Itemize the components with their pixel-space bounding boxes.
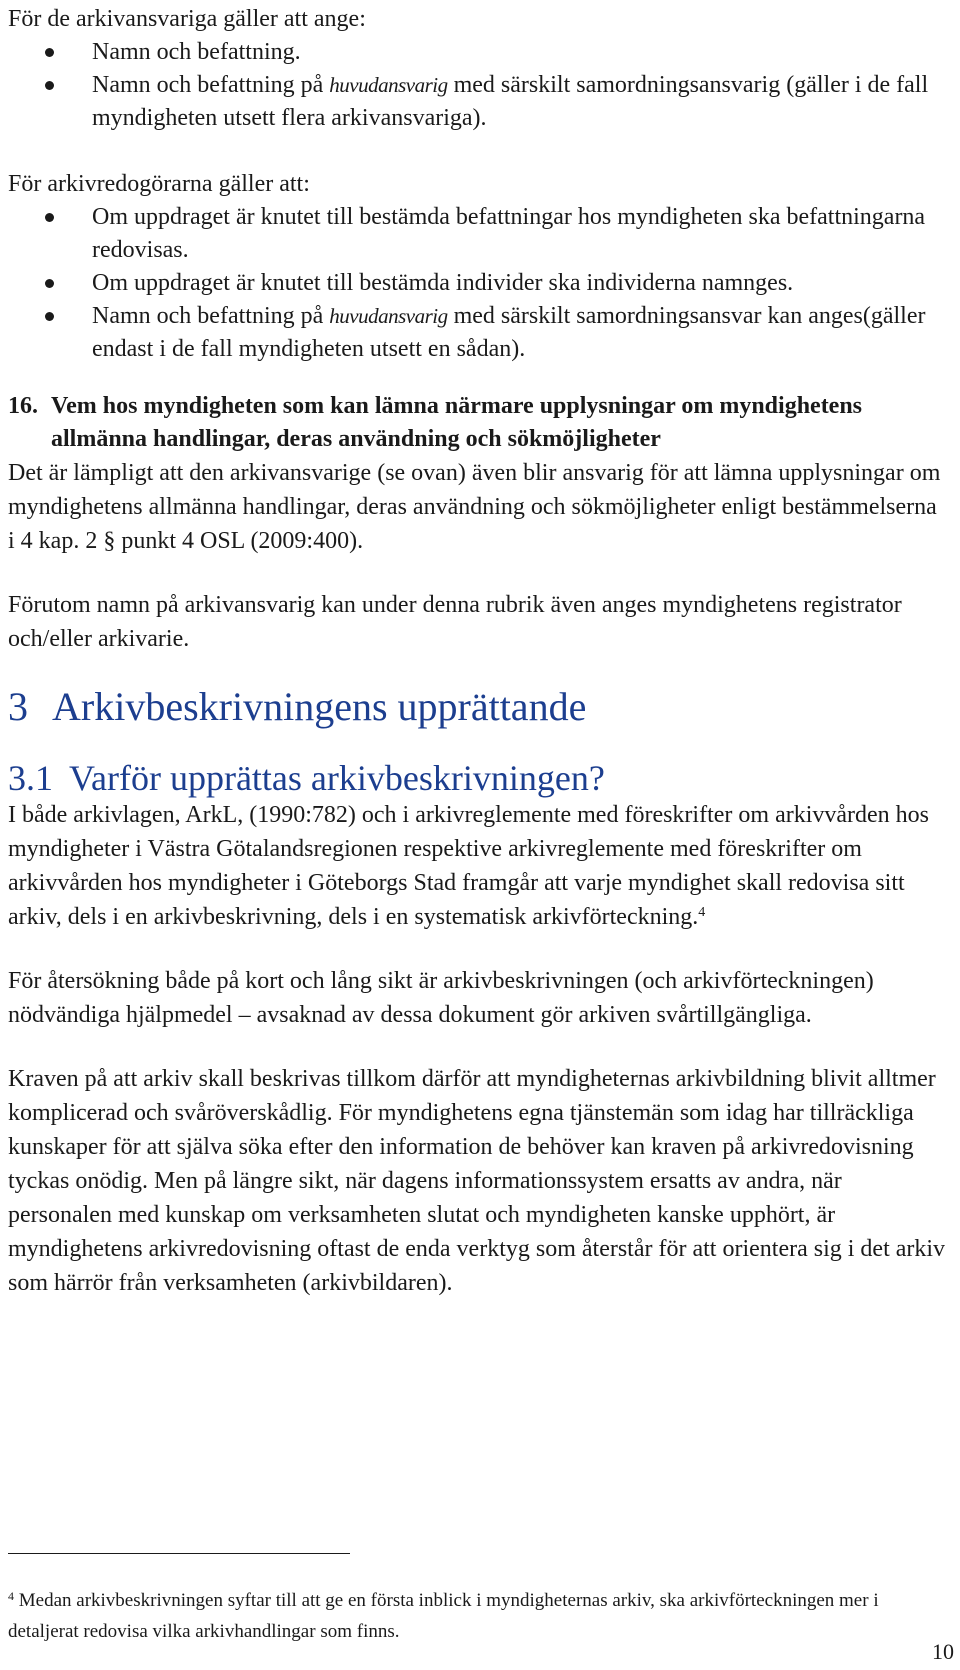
list-item: Om uppdraget är knutet till bestämda individer ska individerna namnges. xyxy=(8,267,948,300)
question-16-heading: 16. Vem hos myndigheten som kan lämna närmare upplysningar om myndighetens allmänna handlingar, deras användning och sökmöjligheter xyxy=(8,390,948,456)
archive-clerks-intro: För arkivredogörarna gäller att: xyxy=(8,171,310,197)
page-number: 10 xyxy=(932,1639,954,1664)
italic-term: huvudansvarig xyxy=(329,73,448,97)
bullet-icon xyxy=(45,279,54,288)
archive-responsible-intro: För de arkivansvariga gäller att ange: xyxy=(8,6,366,32)
bullet-icon xyxy=(45,213,54,222)
list-item: Namn och befattning på huvudansvarig med särskilt samordningsansvar kan anges(gäller endast i de fall myndigheten utsett en sådan). xyxy=(8,300,948,366)
footnote: $^4$ Medan arkivbeskrivningen syftar till att ge en första inblick i myndigheternas arkiv, ska arkivförteckningen mer i detaljerat redovisa vilka arkivhandlingar som finns. xyxy=(8,1589,879,1642)
question-number: 16. xyxy=(8,393,38,419)
section-3-1-heading: 3.1 Varför upprättas arkivbeskrivningen? xyxy=(8,758,605,798)
bullet-icon xyxy=(45,312,54,321)
bullet-icon xyxy=(45,81,54,90)
bullet-icon xyxy=(45,48,54,57)
archive-clerks-list xyxy=(8,201,948,366)
section-3-1-para-3: Kraven på att arkiv skall beskrivas tillkom därför att myndigheternas arkivbildning blivit alltmer komplicerad och svåröverskådlig. För myndighetens egna tjänstemän som idag har tillräckliga kunskaper för att själva söka efter den information de behöver kan kraven på arkivredovisning tyckas onödig. Men på längre sikt, när dagens informationssystem ersatts av andra, när personalen med kunskap om verksamheten slutat och myndigheten kanske upphört, är myndighetens arkivredovisning oftast de enda verktyg som återstår för att orientera sig i det arkiv som härrör från verksamheten (arkivbildaren). xyxy=(8,1066,946,1296)
footnote-reference[interactable]: 4 xyxy=(698,905,706,920)
list-item: Namn och befattning på huvudansvarig med särskilt samordningsansvarig (gäller i de fall myndigheten utsett flera arkivansvariga). xyxy=(8,69,948,135)
list-item: Namn och befattning. xyxy=(8,36,948,69)
section-3-1-para-2: För återsökning både på kort och lång sikt är arkivbeskrivningen (och arkivförteckningen) nödvändiga hjälpmedel – avsaknad av dessa dokument gör arkiven svårtillgängliga. xyxy=(8,968,874,1028)
archive-responsible-list xyxy=(8,36,948,135)
section-3-1-para-1: I både arkivlagen, ArkL, (1990:782) och i arkivreglemente med föreskrifter om arkivvården hos myndigheter i Västra Götalandsregionen respektive arkivreglemente med föreskrifter om arkivvården hos myndigheter i Göteborgs Stad framgår att varje myndighet skall redovisa sitt arkiv, dels i en arkivbeskrivning, dels i en systematisk arkivförteckning.$^4$ xyxy=(8,802,930,930)
list-item: Om uppdraget är knutet till bestämda befattningar hos myndigheten ska befattningarna redovisas. xyxy=(8,201,948,267)
italic-term: huvudansvarig xyxy=(329,304,448,328)
footnote-marker: 4 xyxy=(8,1589,14,1603)
question-16-body: Det är lämpligt att den arkivansvarige (se ovan) även blir ansvarig för att lämna upplysningar om myndighetens allmänna handlingar, deras användning och sökmöjligheter enligt bestämmelserna i 4 kap. 2 § punkt 4 OSL (2009:400). xyxy=(8,460,941,554)
section-3-heading: 3 Arkivbeskrivningens upprättande xyxy=(8,684,587,729)
document-page xyxy=(8,0,948,1300)
question-16-note: Förutom namn på arkivansvarig kan under denna rubrik även anges myndighetens registrator och/eller arkivarie. xyxy=(8,592,902,652)
footnote-separator xyxy=(8,1553,350,1554)
